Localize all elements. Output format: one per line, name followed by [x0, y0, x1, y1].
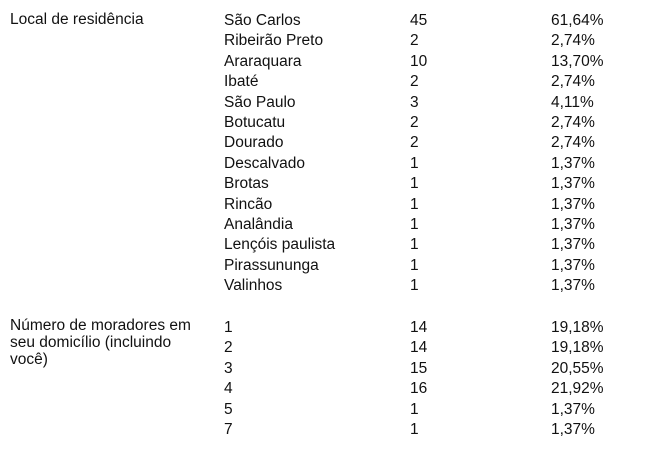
row-percent: 1,37% [551, 215, 595, 233]
table-row [0, 318, 650, 338]
row-count: 1 [410, 215, 419, 233]
row-list [0, 317, 650, 440]
row-percent: 2,74% [551, 113, 595, 131]
row-percent: 21,92% [551, 380, 604, 398]
row-count: 45 [410, 12, 428, 29]
row-count: 2 [410, 73, 419, 91]
table-row [0, 174, 650, 194]
row-label: 1 [224, 319, 233, 336]
row-count: 1 [410, 154, 419, 172]
row-percent: 19,18% [551, 319, 604, 336]
row-label: Rincão [224, 195, 273, 213]
row-label: Lençóis paulista [224, 236, 336, 254]
row-percent: 1,37% [551, 256, 595, 274]
row-count: 1 [410, 236, 419, 254]
table-row [0, 400, 650, 420]
table-row [0, 31, 650, 51]
row-label: São Paulo [224, 93, 296, 111]
row-label: Pirassununga [224, 256, 319, 274]
row-label: Valinhos [224, 277, 283, 295]
row-label: Ibaté [224, 73, 259, 91]
row-count: 2 [410, 113, 419, 131]
row-label: 5 [224, 400, 233, 418]
row-count: 1 [410, 420, 419, 438]
row-percent: 4,11% [551, 93, 594, 111]
row-count: 3 [410, 93, 419, 111]
table-row [0, 154, 650, 174]
row-label: Ribeirão Preto [224, 32, 324, 50]
row-percent: 1,37% [551, 400, 595, 418]
row-count: 1 [410, 256, 419, 274]
row-percent: 2,74% [551, 134, 595, 152]
table-row [0, 133, 650, 153]
table-row [0, 276, 650, 296]
section-residence [0, 11, 650, 296]
row-label: 4 [224, 380, 233, 398]
row-percent: 61,64% [551, 12, 604, 29]
row-count: 14 [410, 319, 428, 336]
row-count: 1 [410, 195, 419, 213]
row-count: 10 [410, 52, 428, 70]
row-count: 1 [410, 277, 419, 295]
row-list [0, 11, 650, 296]
row-label: Botucatu [224, 113, 286, 131]
row-label: 7 [224, 420, 233, 438]
table-row [0, 113, 650, 133]
row-percent: 1,37% [551, 175, 595, 193]
row-count: 1 [410, 175, 419, 193]
row-percent: 2,74% [551, 73, 595, 91]
row-percent: 19,18% [551, 339, 604, 357]
row-count: 16 [410, 380, 428, 398]
row-count: 1 [410, 400, 419, 418]
row-label: Descalvado [224, 154, 305, 172]
row-percent: 1,37% [551, 277, 595, 295]
row-percent: 13,70% [551, 52, 604, 70]
row-label: 3 [224, 359, 233, 377]
row-percent: 1,37% [551, 236, 595, 254]
table-row [0, 359, 650, 379]
table-row [0, 235, 650, 255]
table-row [0, 93, 650, 113]
row-count: 15 [410, 359, 428, 377]
row-percent: 20,55% [551, 359, 604, 377]
row-label: 2 [224, 339, 233, 357]
row-label: Brotas [224, 175, 269, 193]
row-percent: 1,37% [551, 195, 595, 213]
table-row [0, 338, 650, 358]
row-percent: 2,74% [551, 32, 595, 50]
row-label: Dourado [224, 134, 284, 152]
row-label: São Carlos [224, 12, 301, 29]
table-row [0, 52, 650, 72]
section-label: Local de residência [10, 11, 144, 28]
table-row [0, 256, 650, 276]
row-count: 14 [410, 339, 428, 357]
row-label: Analândia [224, 215, 293, 233]
table-row [0, 420, 650, 440]
row-count: 2 [410, 134, 419, 152]
row-percent: 1,37% [551, 154, 595, 172]
row-percent: 1,37% [551, 420, 595, 438]
section-label: Número de moradores em seu domicílio (incluindo você) [10, 317, 191, 368]
table-row [0, 215, 650, 235]
table-row [0, 195, 650, 215]
table-row [0, 379, 650, 399]
row-count: 2 [410, 32, 419, 50]
table-row [0, 72, 650, 92]
table-row [0, 11, 650, 31]
section-household [0, 317, 650, 440]
row-label: Araraquara [224, 52, 302, 70]
